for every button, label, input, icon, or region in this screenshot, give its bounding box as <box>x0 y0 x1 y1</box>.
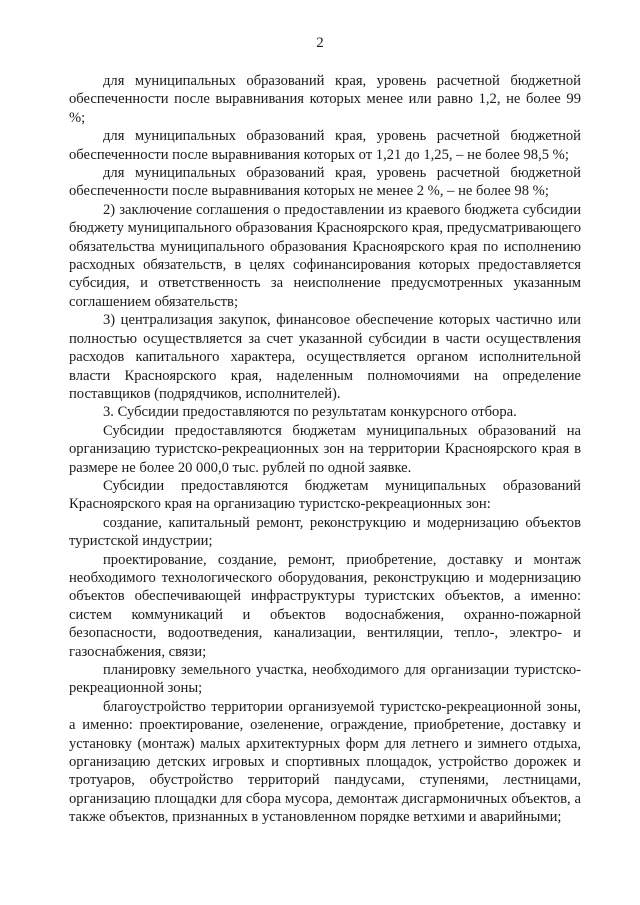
paragraph: создание, капитальный ремонт, реконструкцию и модернизацию объектов туристской индустрии; <box>69 514 581 550</box>
paragraph: благоустройство территории организуемой туристско-рекреационной зоны, а именно: проектирование, озеленение, ограждение, приобретение, доставку и установку (монтаж) малых архитектурных форм для летнего и зимнего отдыха, организацию детских игровых и спортивных площадок, устройство дорожек и тротуаров, обустройство территорий пандусами, ступенями, лестницами, организацию площадки для сбора мусора, демонтаж дисгармоничных объектов, а также объектов, признанных в установленном порядке ветхими и аварийными; <box>69 698 581 826</box>
page-number: 2 <box>316 35 324 51</box>
paragraph: для муниципальных образований края, уровень расчетной бюджетной обеспеченности после выравнивания которых менее или равно 1,2, не более 99 %; <box>69 73 581 126</box>
paragraph: 2) заключение соглашения о предоставлении из краевого бюджета субсидии бюджету муниципального образования Красноярского края, предусматривающего обязательства муниципального образования Красноярского края по исполнению расходных обязательств, в целях софинансирования которых предоставляется субсидия, и ответственность за неисполнение предусмотренных указанным соглашением обязательств; <box>69 201 581 310</box>
paragraph: планировку земельного участка, необходимого для организации туристско-рекреационной зоны; <box>69 662 581 697</box>
paragraph: для муниципальных образований края, уровень расчетной бюджетной обеспеченности после выравнивания которых от 1,21 до 1,25, – не более 98,5 %; <box>69 128 581 163</box>
paragraph: проектирование, создание, ремонт, приобретение, доставку и монтаж необходимого технологического оборудования, реконструкцию и модернизацию объектов обеспечивающей инфраструктуры туристских объектов, а именно: систем коммуникаций и объектов водоснабжения, охранно-пожарной безопасности, водоотведения, канализации, вентиляции, тепло-, электро- и газоснабжения, связи; <box>69 551 581 660</box>
paragraph: Субсидии предоставляются бюджетам муниципальных образований Красноярского края на организацию туристско-рекреационных зон: <box>69 477 581 513</box>
document-body <box>69 72 581 827</box>
paragraph: для муниципальных образований края, уровень расчетной бюджетной обеспеченности после выравнивания которых не менее 2 %, – не более 98 %; <box>69 165 581 200</box>
paragraph: Субсидии предоставляются бюджетам муниципальных образований на организацию туристско-рекреационных зон на территории Красноярского края в размере не более 20 000,0 тыс. рублей по одной заявке. <box>69 422 581 476</box>
paragraph: 3. Субсидии предоставляются по результатам конкурсного отбора. <box>103 404 517 421</box>
paragraph: 3) централизация закупок, финансовое обеспечение которых частично или полностью осуществляется за счет указанной субсидии в части осуществления расходов капитального характера, осуществляется органом исполнительной власти Красноярского края, наделенным полномочиями на определение поставщиков (подрядчиков, исполнителей). <box>69 312 581 402</box>
